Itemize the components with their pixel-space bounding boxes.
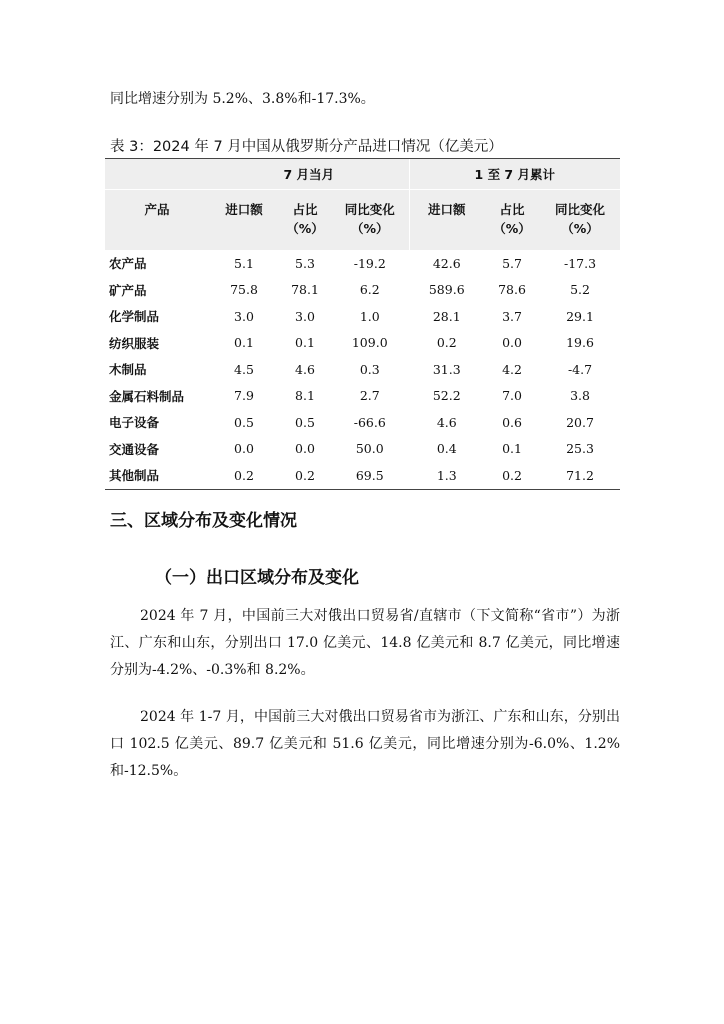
value-cell: 0.2 (484, 462, 540, 489)
value-cell: 8.1 (295, 388, 315, 404)
value-cell: 29.1 (566, 308, 594, 324)
value-cell: 0.1 (502, 441, 522, 457)
value-cell: 0.0 (295, 441, 315, 457)
value-cell: 0.1 (234, 335, 254, 351)
product-name-cell: 交通设备 (109, 441, 160, 457)
value-cell: 5.1 (234, 255, 254, 271)
value-cell: 0.1 (295, 335, 315, 351)
value-cell: 3.8 (570, 388, 590, 404)
value-cell: 5.3 (295, 255, 315, 271)
value-cell: 42.6 (409, 250, 484, 277)
product-name-cell: 木制品 (109, 362, 147, 378)
table-body (105, 250, 620, 489)
col-header-product: 产品 (105, 190, 209, 251)
value-cell: 2.7 (359, 388, 380, 404)
value-cell: 69.5 (331, 462, 409, 489)
table-row (105, 303, 620, 330)
value-cell: 1.3 (409, 462, 484, 489)
value-cell: 0.2 (209, 462, 279, 489)
value-cell: 0.2 (409, 330, 484, 357)
col-header-share-cum: 占比 （%） (484, 190, 540, 251)
value-cell: 0.3 (359, 361, 380, 377)
value-cell: 0.2 (279, 462, 331, 489)
table-caption: 表 3：2024 年 7 月中国从俄罗斯分产品进口情况（亿美元） (110, 139, 503, 155)
product-name-cell: 农产品 (109, 256, 147, 272)
value-cell: 5.2 (570, 282, 590, 298)
table-row (105, 409, 620, 436)
value-cell: 78.1 (291, 282, 319, 298)
product-name-cell: 化学制品 (109, 309, 160, 325)
value-cell: 20.7 (566, 414, 594, 430)
value-cell: 52.2 (409, 383, 484, 410)
product-name-cell: 其他制品 (105, 462, 209, 489)
value-cell: 589.6 (409, 277, 484, 304)
value-cell: 25.3 (566, 441, 594, 457)
col-header-yoy-month: 同比变化 （%） (331, 190, 409, 251)
table-row (105, 436, 620, 463)
value-cell: 75.8 (230, 282, 258, 298)
table-row (105, 462, 620, 489)
value-cell: 4.6 (295, 361, 315, 377)
header-corner (105, 159, 209, 190)
value-cell: 31.3 (409, 356, 484, 383)
col-header-share-month: 占比 （%） (279, 190, 331, 251)
value-cell: 3.0 (234, 308, 254, 324)
value-cell: -17.3 (563, 255, 597, 271)
value-cell: 0.5 (234, 414, 254, 430)
value-cell: -66.6 (353, 414, 386, 430)
value-cell: 5.7 (502, 255, 522, 271)
paragraph-2: 2024 年 1-7 月，中国前三大对俄出口贸易省市为浙江、广东和山东，分别出口 102.5 亿美元、89.7 亿美元和 51.6 亿美元，同比增速分别为-6.0%、1.2%和-12.5%。 (110, 709, 620, 779)
col-header-yoy-cum: 同比变化 （%） (540, 190, 620, 251)
col-header-import-cum: 进口额 (409, 190, 484, 251)
value-cell: 28.1 (409, 303, 484, 330)
header-group-cumulative: 1 至 7 月累计 (409, 159, 620, 190)
product-name-cell: 电子设备 (109, 415, 160, 431)
product-name-cell: 纺织服装 (109, 335, 160, 351)
value-cell: 109.0 (351, 335, 388, 351)
value-cell: 4.6 (409, 409, 484, 436)
table-row (105, 250, 620, 277)
value-cell: 50.0 (355, 441, 384, 457)
value-cell: 6.2 (359, 282, 380, 298)
table-row (105, 383, 620, 410)
value-cell: 4.5 (234, 361, 254, 377)
value-cell: 0.5 (295, 414, 315, 430)
table-row (105, 330, 620, 357)
value-cell: 19.6 (566, 335, 594, 351)
subsection-heading: （一）出口区域分布及变化 (155, 568, 359, 588)
value-cell: 78.6 (498, 282, 526, 298)
value-cell: 7.0 (502, 388, 522, 404)
product-name-cell: 金属石料制品 (109, 388, 185, 404)
top-paragraph: 同比增速分别为 5.2%、3.8%和-17.3%。 (110, 91, 375, 107)
value-cell: 3.0 (295, 308, 315, 324)
table-row (105, 277, 620, 304)
col-header-import-month: 进口额 (209, 190, 279, 251)
product-name-cell: 矿产品 (109, 282, 147, 298)
section-heading: 三、区域分布及变化情况 (110, 511, 297, 531)
header-group-month: 7 月当月 (209, 159, 409, 190)
value-cell: 7.9 (234, 388, 254, 404)
value-cell: 4.2 (502, 361, 522, 377)
paragraph-1: 2024 年 7 月，中国前三大对俄出口贸易省/直辖市（下文简称“省市”）为浙江、广东和山东，分别出口 17.0 亿美元、14.8 亿美元和 8.7 亿美元，同比增速分别为-4.2%、-0.3%和 8.2%。 (110, 608, 620, 678)
value-cell: -19.2 (353, 255, 386, 271)
value-cell: 3.7 (502, 308, 522, 324)
value-cell: 0.4 (409, 436, 484, 463)
value-cell: 0.0 (234, 441, 254, 457)
value-cell: 1.0 (359, 308, 380, 324)
import-table-container (105, 158, 620, 490)
value-cell: -4.7 (567, 361, 593, 377)
value-cell: 71.2 (540, 462, 620, 489)
table-row (105, 356, 620, 383)
import-table (105, 158, 620, 490)
value-cell: 0.6 (502, 414, 522, 430)
value-cell: 0.0 (502, 335, 522, 351)
